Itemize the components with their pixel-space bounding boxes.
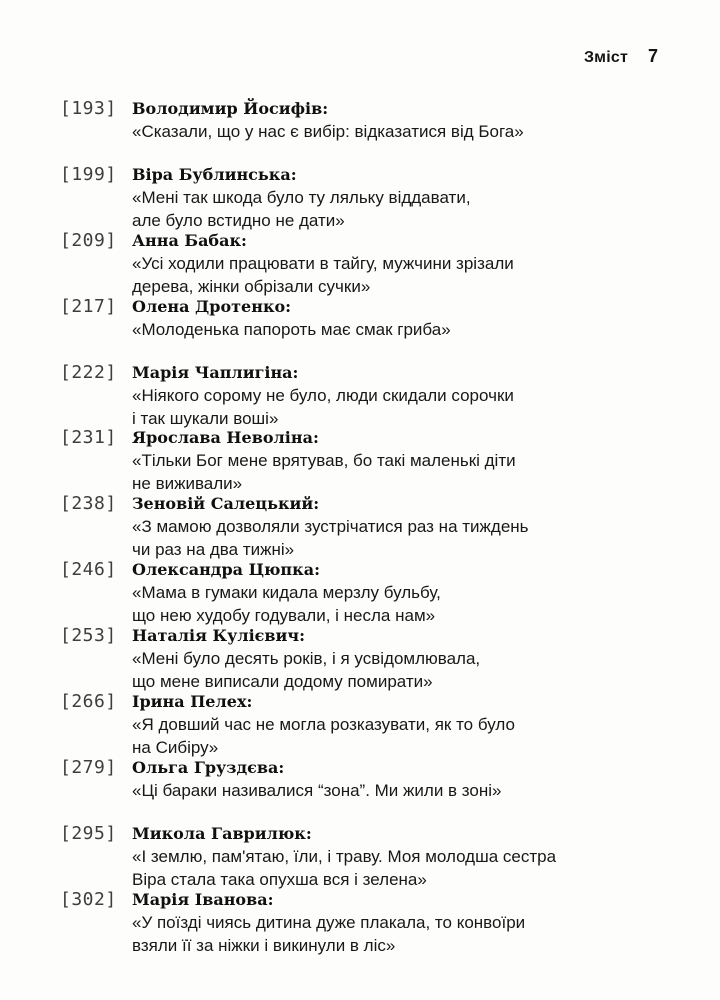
toc-entry <box>60 823 680 889</box>
entry-page-ref: [193] <box>60 98 117 119</box>
entry-page-ref: [199] <box>60 163 117 185</box>
toc-entry <box>60 625 680 691</box>
entry-body <box>132 757 680 802</box>
entry-author: Ірина Пелех: <box>132 692 253 712</box>
entry-page-ref: [238] <box>60 493 117 515</box>
entry-page-ref: [279] <box>60 756 117 778</box>
entry-body <box>132 362 680 430</box>
page-number: 7 <box>647 46 658 66</box>
entry-page-ref: [231] <box>60 427 117 449</box>
entry-body <box>132 427 680 495</box>
entry-page-ref: [209] <box>60 229 117 251</box>
section-title: Зміст <box>583 49 628 66</box>
toc-entry <box>60 296 680 362</box>
entry-page-ref: [222] <box>60 361 117 383</box>
entry-quote: «Мені було десять років, і я усвідомлювала, що мене виписали додому помирати» <box>132 649 481 692</box>
toc-entry <box>60 164 680 230</box>
entry-page-ref: [217] <box>60 295 117 317</box>
entry-quote: «З мамою дозволяли зустрічатися раз на тиждень чи раз на два тижні» <box>132 517 529 560</box>
entry-author: Анна Бабак: <box>132 230 247 250</box>
entry-author: Микола Гаврилюк: <box>132 823 312 843</box>
toc-entry <box>60 757 680 823</box>
entry-author: Зеновій Салецький: <box>132 494 320 514</box>
entry-author: Ольга Груздєва: <box>132 757 285 777</box>
entry-author: Віра Бублинська: <box>132 164 297 184</box>
entry-page-ref: [253] <box>60 625 117 647</box>
entry-page-ref: [246] <box>60 559 117 581</box>
entry-quote: «Ці бараки називалися “зона”. Ми жили в зоні» <box>132 780 502 800</box>
entry-author: Ярослава Неволіна: <box>132 428 319 448</box>
entry-body <box>132 889 680 957</box>
table-of-contents <box>60 98 680 955</box>
entry-quote: «Сказали, що у нас є вибір: відказатися від Бога» <box>132 122 524 141</box>
entry-author: Олена Дротенко: <box>132 296 292 316</box>
entry-author: Марія Іванова: <box>132 889 274 909</box>
entry-body <box>132 823 680 891</box>
entry-quote: «У поїзді чиясь дитина дуже плакала, то конвоїри взяли її за ніжки і викинули в ліс» <box>132 912 526 955</box>
entry-quote: «Я довший час не могла розказувати, як то було на Сибіру» <box>132 715 515 758</box>
entry-quote: «І землю, пам'ятаю, їли, і траву. Моя молодша сестра Віра стала така опухша вся і зелена» <box>132 846 557 889</box>
entry-body <box>132 230 680 298</box>
entry-author: Марія Чаплигіна: <box>132 362 299 382</box>
entry-body <box>132 625 680 693</box>
entry-page-ref: [266] <box>60 691 117 713</box>
entry-body <box>132 493 680 561</box>
running-head <box>584 46 658 67</box>
entry-quote: «Мені так шкода було ту ляльку віддавати, але було встидно не дати» <box>132 187 471 230</box>
entry-quote: «Усі ходили працювати в тайгу, мужчини зрізали дерева, жінки обрізали сучки» <box>132 253 514 296</box>
toc-entry <box>60 493 680 559</box>
entry-quote: «Молоденька папороть має смак гриба» <box>132 319 451 339</box>
toc-entry <box>60 230 680 296</box>
toc-entry <box>60 889 680 955</box>
toc-entry <box>60 98 680 164</box>
entry-body <box>132 164 680 232</box>
entry-quote: «Мама в гумаки кидала мерзлу бульбу, що нею худобу годували, і несла нам» <box>132 583 441 626</box>
entry-author: Володимир Йосифів: <box>132 99 329 118</box>
entry-author: Наталія Кулієвич: <box>132 626 306 646</box>
entry-body <box>132 98 680 143</box>
entry-body <box>132 691 680 759</box>
entry-page-ref: [302] <box>60 888 117 910</box>
toc-entry <box>60 559 680 625</box>
toc-entry <box>60 362 680 428</box>
entry-body <box>132 296 680 341</box>
toc-entry <box>60 691 680 757</box>
entry-author: Олександра Цюпка: <box>132 560 320 580</box>
toc-entry <box>60 427 680 493</box>
entry-quote: «Ніякого сорому не було, люди скидали сорочки і так шукали воші» <box>132 385 514 428</box>
entry-body <box>132 559 680 627</box>
entry-quote: «Тільки Бог мене врятував, бо такі маленькі діти не виживали» <box>132 451 516 494</box>
entry-page-ref: [295] <box>60 822 117 844</box>
